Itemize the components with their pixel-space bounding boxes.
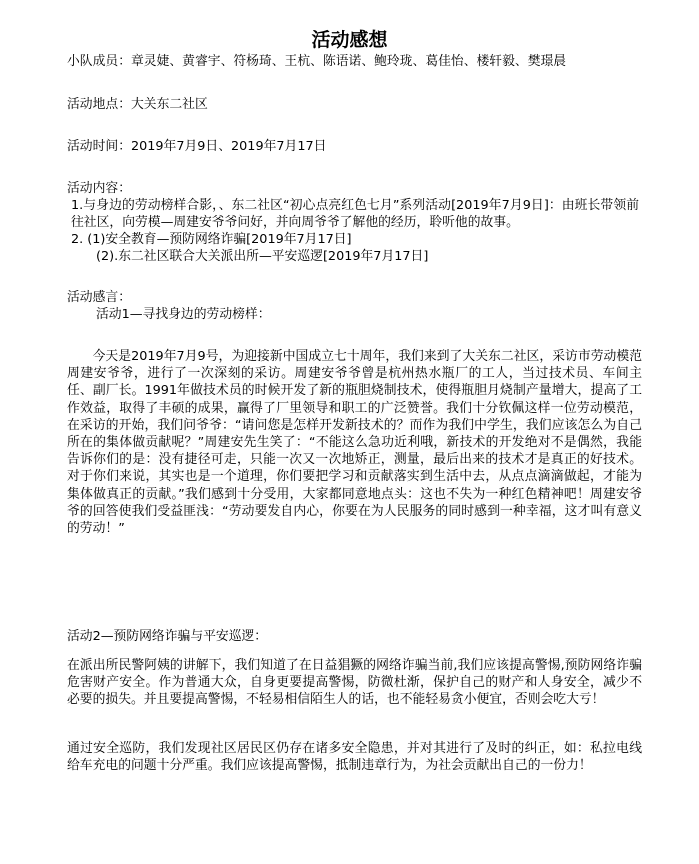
activity-content-item-1: 1.与身边的劳动榜样合影，、东二社区“初心点亮红色七月”系列活动[2019年7月9日]：由班长带领前往社区，向劳模—周建安爷爷问好，并向周爷爷了解他的经历，聆听他的故事。 xyxy=(71,198,639,231)
activity-location-line: 活动地点：大关东二社区 xyxy=(67,97,208,112)
activity-content-item-3: (2).东二社区联合大关派出所—平安巡逻[2019年7月17日] xyxy=(96,249,429,264)
reflection-heading: 活动感言： xyxy=(67,290,131,305)
activity-time-line: 活动时间：2019年7月9日、2019年7月17日 xyxy=(67,139,327,154)
activity-content-heading: 活动内容： xyxy=(67,181,131,196)
activity1-paragraph: 今天是2019年7月9号，为迎接新中国成立七十周年，我们来到了大关东二社区，采访市劳动模范周建安爷爷，进行了一次深刻的采访。周建安爷爷曾是杭州热水瓶厂的工人，当过技术员、车间主任、副厂长。1991年做技术员的时候开发了新的瓶胆烧制技术，使得瓶胆月烧制产量增大，提高了工作效益，取得了丰硕的成果，赢得了厂里领导和职工的广泛赞誉。我们十分钦佩这样一位劳动模范，在采访的开始，我们问爷爷：“请问您是怎样开发新技术的？而作为我们中学生，我们应该怎么为自己所在的集体做贡献呢？”周建安先生笑了：“不能这么急功近利哦，新技术的开发绝对不是偶然，我能告诉你们的是：没有捷径可走，只能一次又一次地矫正，测量，最后出来的技术才是真正的好技术。对于你们来说，其实也是一个道理，你们要把学习和贡献落实到生活中去，从点点滴滴做起，才能为集体做真正的贡献。”我们感到十分受用，大家都同意地点头：这也不失为一种红色精神吧！周建安爷爷的回答使我们受益匪浅：“劳动要发自内心，你要在为人民服务的同时感到一种幸福，这才叫有意义的劳动！” xyxy=(67,349,642,537)
activity2-paragraph-1: 在派出所民警阿姨的讲解下，我们知道了在日益猖獗的网络诈骗当前,我们应该提高警惕,预防网络诈骗危害财产安全。作为普通大众，自身更要提高警惕，防微杜渐，保护自己的财产和人身安全，减少不必要的损失。并且要提高警惕，不轻易相信陌生人的话，也不能轻易贪小便宜，否则会吃大亏！ xyxy=(67,658,642,708)
activity1-heading: 活动1—寻找身边的劳动榜样： xyxy=(96,307,271,322)
activity2-paragraph-2: 通过安全巡防，我们发现社区居民区仍存在诸多安全隐患，并对其进行了及时的纠正，如：私拉电线给车充电的问题十分严重。我们应该提高警惕，抵制违章行为，为社会贡献出自己的一份力！ xyxy=(67,741,642,774)
activity-content-item-2: 2. (1)安全教育—预防网络诈骗[2019年7月17日] xyxy=(71,232,352,247)
team-members-line: 小队成员：章灵婕、黄睿宇、符杨琦、王杭、陈语诺、鲍玲珑、葛佳怡、楼轩毅、樊璟晨 xyxy=(67,54,567,69)
document-title: 活动感想 xyxy=(311,29,388,51)
activity2-heading: 活动2—预防网络诈骗与平安巡逻： xyxy=(67,629,268,644)
